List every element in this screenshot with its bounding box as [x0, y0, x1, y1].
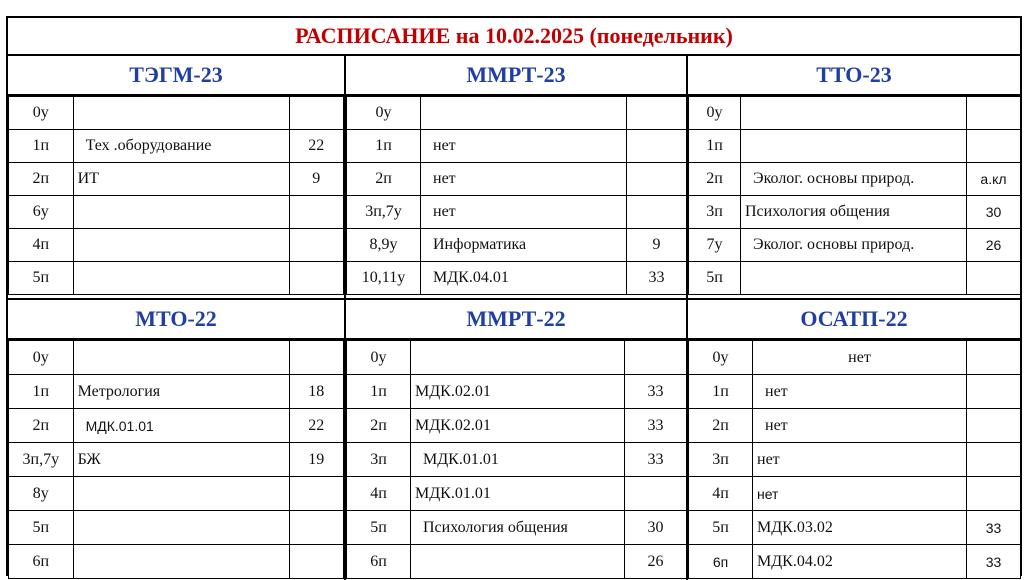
subject-cell: [73, 97, 289, 130]
subject-cell: [73, 511, 289, 545]
room-cell: [967, 130, 1021, 163]
schedule-table: [8, 340, 344, 579]
subject-cell: Психология общения: [741, 196, 967, 229]
group-block-osatp22: [688, 298, 1020, 580]
subject-cell: МДК.01.01: [73, 409, 289, 443]
period-cell: 1п: [689, 130, 741, 163]
subject-cell: [73, 545, 289, 579]
table-row: [689, 545, 1021, 579]
period-cell: 0у: [689, 341, 753, 375]
period-cell: 7у: [689, 229, 741, 262]
subject-cell: нет: [421, 163, 627, 196]
room-cell: 22: [289, 409, 344, 443]
group-column-3: [686, 56, 1020, 580]
room-cell: 18: [289, 375, 344, 409]
table-row: [347, 130, 687, 163]
period-cell: 3п: [689, 443, 753, 477]
table-row: [347, 229, 687, 262]
table-row: [347, 375, 687, 409]
room-cell: 33: [625, 375, 687, 409]
subject-cell: [73, 477, 289, 511]
subject-cell: [73, 341, 289, 375]
room-cell: [289, 262, 344, 295]
table-row: [689, 511, 1021, 545]
period-cell: 0у: [689, 97, 741, 130]
period-cell: 6п: [347, 545, 411, 579]
subject-cell: нет: [753, 375, 967, 409]
group-column-1: [8, 56, 344, 580]
table-row: [689, 375, 1021, 409]
room-cell: [967, 443, 1021, 477]
period-cell: 5п: [689, 511, 753, 545]
group-header: ТТО-23: [688, 56, 1020, 96]
subject-cell: [741, 97, 967, 130]
period-cell: 5п: [9, 511, 74, 545]
period-cell: 0у: [9, 97, 74, 130]
table-row: [9, 262, 344, 295]
room-cell: 26: [625, 545, 687, 579]
room-cell: [289, 511, 344, 545]
period-cell: 2п: [689, 409, 753, 443]
subject-cell: нет: [753, 341, 967, 375]
table-row: [9, 196, 344, 229]
room-cell: [289, 196, 344, 229]
period-cell: 4п: [347, 477, 411, 511]
table-row: [689, 229, 1021, 262]
subject-cell: Тех .оборудование: [73, 130, 289, 163]
period-cell: 3п: [689, 196, 741, 229]
subject-cell: нет: [753, 477, 967, 511]
subject-cell: МДК.01.01: [411, 443, 625, 477]
schedule-title: РАСПИСАНИЕ на 10.02.2025 (понедельник): [8, 18, 1020, 56]
table-row: [9, 443, 344, 477]
group-header: ММРТ-23: [346, 56, 686, 96]
room-cell: [967, 409, 1021, 443]
room-cell: [967, 341, 1021, 375]
room-cell: 9: [289, 163, 344, 196]
period-cell: 6п: [9, 545, 74, 579]
table-row: [689, 443, 1021, 477]
subject-cell: Метрология: [73, 375, 289, 409]
group-header: ММРТ-22: [346, 300, 686, 340]
room-cell: [289, 477, 344, 511]
schedule-table: [8, 96, 344, 295]
table-row: [347, 511, 687, 545]
period-cell: 4п: [9, 229, 74, 262]
subject-cell: нет: [753, 443, 967, 477]
room-cell: 9: [627, 229, 687, 262]
subject-cell: [73, 262, 289, 295]
schedule-sheet: [6, 16, 1022, 576]
room-cell: а.кл: [967, 163, 1021, 196]
table-row: [9, 545, 344, 579]
group-column-2: [344, 56, 686, 580]
room-cell: 30: [625, 511, 687, 545]
subject-cell: [741, 262, 967, 295]
room-cell: [625, 341, 687, 375]
table-row: [689, 130, 1021, 163]
group-block-mto22: [8, 298, 344, 580]
period-cell: 1п: [347, 130, 421, 163]
period-cell: 1п: [9, 375, 74, 409]
period-cell: 3п,7у: [347, 196, 421, 229]
schedule-table: [346, 96, 687, 295]
period-cell: 2п: [9, 163, 74, 196]
room-cell: 33: [625, 409, 687, 443]
table-row: [347, 163, 687, 196]
room-cell: 33: [627, 262, 687, 295]
table-row: [9, 163, 344, 196]
room-cell: [627, 97, 687, 130]
subject-cell: Психология общения: [411, 511, 625, 545]
period-cell: 4п: [689, 477, 753, 511]
room-cell: [967, 375, 1021, 409]
table-row: [9, 130, 344, 163]
subject-cell: МДК.03.02: [753, 511, 967, 545]
period-cell: 10,11у: [347, 262, 421, 295]
table-row: [347, 97, 687, 130]
period-cell: 5п: [347, 511, 411, 545]
table-row: [9, 97, 344, 130]
group-header: ОСАТП-22: [688, 300, 1020, 340]
period-cell: 0у: [347, 341, 411, 375]
subject-cell: [411, 341, 625, 375]
period-cell: 8,9у: [347, 229, 421, 262]
period-cell: 2п: [347, 409, 411, 443]
subject-cell: нет: [753, 409, 967, 443]
room-cell: [289, 229, 344, 262]
room-cell: 33: [967, 545, 1021, 579]
period-cell: 6п: [689, 545, 753, 579]
table-row: [347, 196, 687, 229]
subject-cell: МДК.04.02: [753, 545, 967, 579]
subject-cell: [741, 130, 967, 163]
table-row: [347, 477, 687, 511]
table-row: [347, 262, 687, 295]
subject-cell: [421, 97, 627, 130]
period-cell: 8у: [9, 477, 74, 511]
table-row: [689, 477, 1021, 511]
schedule-table: [688, 340, 1021, 579]
room-cell: [627, 130, 687, 163]
subject-cell: ИТ: [73, 163, 289, 196]
schedule-table: [688, 96, 1021, 295]
group-block-tto23: [688, 56, 1020, 298]
room-cell: 33: [625, 443, 687, 477]
period-cell: 5п: [9, 262, 74, 295]
group-block-tegm23: [8, 56, 344, 298]
period-cell: 6у: [9, 196, 74, 229]
table-row: [347, 341, 687, 375]
subject-cell: нет: [421, 130, 627, 163]
room-cell: [967, 477, 1021, 511]
table-row: [347, 443, 687, 477]
room-cell: [627, 163, 687, 196]
table-row: [689, 196, 1021, 229]
subject-cell: нет: [421, 196, 627, 229]
subject-cell: [73, 229, 289, 262]
table-row: [347, 409, 687, 443]
period-cell: 0у: [347, 97, 421, 130]
group-block-mmrt22: [346, 298, 686, 580]
schedule-table: [346, 340, 687, 579]
room-cell: 19: [289, 443, 344, 477]
period-cell: 2п: [689, 163, 741, 196]
room-cell: 33: [967, 511, 1021, 545]
subject-cell: Информатика: [421, 229, 627, 262]
period-cell: 1п: [347, 375, 411, 409]
subject-cell: [73, 196, 289, 229]
table-row: [347, 545, 687, 579]
subject-cell: Эколог. основы природ.: [741, 163, 967, 196]
period-cell: 5п: [689, 262, 741, 295]
room-cell: [289, 97, 344, 130]
room-cell: [627, 196, 687, 229]
room-cell: 26: [967, 229, 1021, 262]
room-cell: [625, 477, 687, 511]
table-row: [9, 477, 344, 511]
table-row: [689, 341, 1021, 375]
table-row: [689, 409, 1021, 443]
subject-cell: МДК.02.01: [411, 375, 625, 409]
table-row: [9, 511, 344, 545]
subject-cell: МДК.01.01: [411, 477, 625, 511]
room-cell: [967, 262, 1021, 295]
period-cell: 1п: [9, 130, 74, 163]
group-header: МТО-22: [8, 300, 344, 340]
period-cell: 2п: [347, 163, 421, 196]
room-cell: 22: [289, 130, 344, 163]
group-header: ТЭГМ-23: [8, 56, 344, 96]
table-row: [689, 262, 1021, 295]
room-cell: [967, 97, 1021, 130]
room-cell: 30: [967, 196, 1021, 229]
subject-cell: БЖ: [73, 443, 289, 477]
subject-cell: Эколог. основы природ.: [741, 229, 967, 262]
period-cell: 1п: [689, 375, 753, 409]
table-row: [9, 341, 344, 375]
period-cell: 3п: [347, 443, 411, 477]
subject-cell: МДК.02.01: [411, 409, 625, 443]
room-cell: [289, 341, 344, 375]
subject-cell: [411, 545, 625, 579]
table-row: [9, 375, 344, 409]
period-cell: 2п: [9, 409, 74, 443]
table-row: [9, 229, 344, 262]
table-row: [689, 163, 1021, 196]
group-block-mmrt23: [346, 56, 686, 298]
room-cell: [289, 545, 344, 579]
table-row: [9, 409, 344, 443]
period-cell: 0у: [9, 341, 74, 375]
table-row: [689, 97, 1021, 130]
subject-cell: МДК.04.01: [421, 262, 627, 295]
period-cell: 3п,7у: [9, 443, 74, 477]
